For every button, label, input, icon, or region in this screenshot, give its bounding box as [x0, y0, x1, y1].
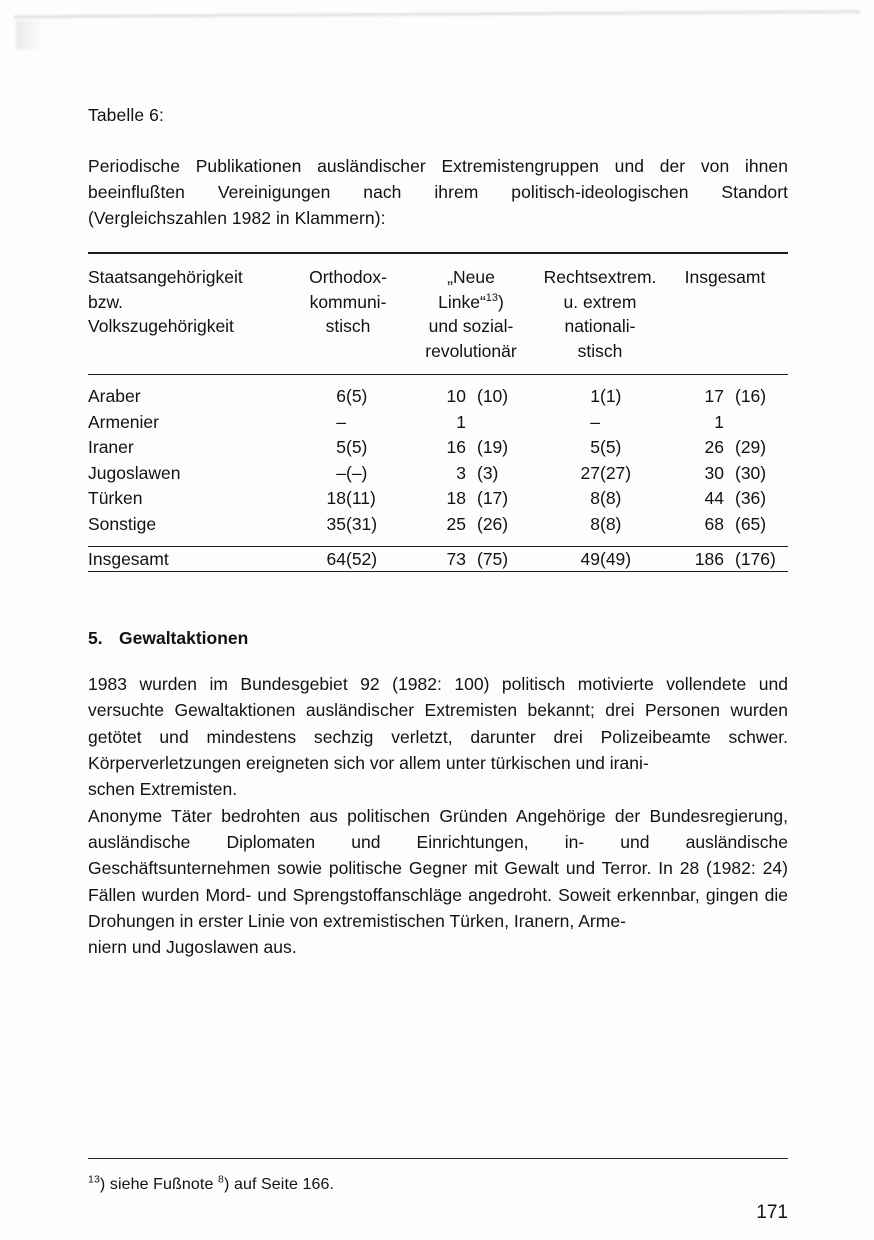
cell-c2: 16 [446, 437, 466, 458]
cell-c4: 17 [704, 386, 724, 406]
table-row [88, 375, 788, 409]
scan-corner-artifact [16, 20, 42, 50]
cell-c2p: (3) [477, 462, 499, 483]
cell-c4p: (65) [735, 513, 767, 534]
cell-c3p: (27) [600, 462, 632, 483]
cell-c1: 35 [326, 513, 346, 534]
cell-c2: 18 [446, 488, 466, 509]
header-stub [88, 254, 286, 375]
cell-c4p: (29) [735, 437, 767, 458]
cell-c2p: (26) [477, 513, 509, 534]
cell-c2: 1 [456, 411, 466, 432]
header-col2-footnote-marker: 13 [485, 291, 499, 304]
cell-c1: – [336, 411, 346, 432]
table-footer [88, 546, 788, 572]
total-c1p: (52) [346, 548, 378, 569]
table-header [88, 253, 788, 375]
header-col4-line1: Insgesamt [684, 267, 766, 287]
footnote-ref-suffix: ) [223, 1176, 230, 1193]
cell-c3: 27 [580, 462, 600, 483]
cell-c3p: (8) [600, 513, 622, 534]
header-col3-line4: stisch [577, 340, 623, 361]
total-c2p: (75) [477, 548, 509, 569]
cell-c1p: (5) [346, 386, 368, 406]
cell-c3: – [590, 411, 600, 432]
header-col3-line1: Rechtsextrem. [543, 267, 657, 287]
header-stub-line2: bzw. [88, 291, 124, 312]
cell-c1: 18 [326, 488, 346, 509]
cell-c3p: (1) [600, 386, 622, 406]
section-title: Gewaltaktionen [119, 628, 249, 649]
header-col-neue-linke [404, 254, 538, 375]
paragraph-1-lastline: schen Extremisten. [88, 779, 238, 800]
total-c1: 64 [326, 548, 346, 569]
cell-c1p: (11) [346, 488, 376, 509]
header-stub-line1: Staatsangehörigkeit [88, 267, 243, 287]
paragraph-2-body: Anonyme Täter bedrohten aus politischen Gründen Angehörige der Bundesregierung, ausländische Diplomaten und Einrichtungen, in- und ausländische Geschäftsunternehmen sowie politische Gegner mit Gewalt und Terror. In 28 (1982: 24) Fällen wurden Mord- und Sprengstoffanschläge angedroht. Soweit erkennbar, gingen die Drohungen in erster Linie von extremistischen Türken, Iranern, Arme- [88, 805, 788, 931]
cell-c3p [600, 409, 662, 435]
paragraph-2-lastline: niern und Jugoslawen aus. [88, 937, 297, 958]
cell-c4p [724, 409, 788, 435]
table-row [88, 511, 788, 546]
cell-c1: 5 [336, 437, 346, 458]
row-label: Sonstige [88, 513, 157, 534]
table-total-row [88, 547, 788, 572]
cell-c3p: (5) [600, 437, 622, 458]
header-col1-line3: stisch [325, 316, 371, 336]
cell-c1: 6 [336, 386, 346, 406]
header-col2-line1: „Neue [447, 267, 495, 287]
cell-c4: 68 [704, 513, 724, 534]
header-col2-line4: revolutionär [425, 340, 517, 361]
total-label: Insgesamt [88, 548, 169, 569]
paragraph-1 [88, 671, 788, 802]
cell-c3: 8 [590, 513, 600, 534]
cell-c1p: (31) [346, 513, 378, 534]
footnote-marker: 13 [88, 1173, 100, 1186]
header-col3-line2: u. extrem [563, 291, 637, 312]
cell-c4: 44 [704, 488, 724, 509]
header-col3-line3: nationali- [564, 316, 636, 336]
table-row [88, 460, 788, 486]
cell-c1p: (5) [346, 437, 368, 458]
table-body [88, 375, 788, 546]
header-col2-line3: und sozial- [428, 316, 514, 336]
footnote-rule [88, 1158, 788, 1159]
header-col2-footnote-suffix: ) [498, 291, 504, 312]
cell-c2: 10 [446, 386, 466, 406]
table-row [88, 409, 788, 435]
header-col-insgesamt [662, 254, 788, 375]
cell-c3p: (8) [600, 488, 622, 509]
header-col1-line1: Orthodox- [309, 267, 387, 287]
cell-c4p: (16) [735, 386, 767, 406]
cell-c4: 1 [714, 411, 724, 432]
total-c2: 73 [446, 548, 466, 569]
paragraph-2 [88, 803, 788, 961]
total-c3p: (49) [600, 548, 632, 569]
cell-c2p [466, 409, 538, 435]
section-heading [88, 628, 788, 649]
table-caption-text: Periodische Publikationen ausländischer Extremistengruppen und der von ihnen beeinflußten Vereinigungen nach ihrem politisch-ideologischen Standort (Vergleichszahlen 1982 in Klammern): [88, 156, 788, 228]
cell-c2p: (19) [477, 437, 509, 458]
row-label: Araber [88, 386, 141, 406]
total-c3: 49 [580, 548, 600, 569]
table-caption-number: Tabelle 6: [88, 105, 164, 125]
cell-c3: 8 [590, 488, 600, 509]
footnote-text-after: auf Seite 166. [233, 1176, 335, 1193]
cell-c1: – [336, 462, 346, 483]
cell-c2p: (10) [477, 386, 509, 406]
table-row [88, 434, 788, 460]
row-label: Jugoslawen [88, 462, 181, 483]
cell-c3: 1 [590, 386, 600, 406]
cell-c4: 26 [704, 437, 724, 458]
cell-c4p: (30) [735, 462, 767, 483]
footnote-text-before: siehe Fußnote [109, 1176, 214, 1193]
table-header-row [88, 254, 788, 375]
header-col-rechtsextrem [538, 254, 662, 375]
cell-c3: 5 [590, 437, 600, 458]
header-col2-line2: Linke“ [438, 291, 486, 312]
total-c4p: (176) [735, 548, 776, 569]
row-label: Türken [88, 488, 143, 509]
section-number: 5. [88, 628, 103, 649]
publications-table [88, 252, 788, 572]
page-number: 171 [756, 1202, 788, 1223]
paragraph-1-body: 1983 wurden im Bundesgebiet 92 (1982: 100) politisch motivierte vollendete und versuchte Gewaltaktionen ausländischer Extremisten bekannt; drei Personen wurden getötet und mindestens sechzig verletzt, darunter drei Polizeibeamte schwer. Körperverletzungen ereigneten sich vor allem unter türkischen und irani- [88, 674, 788, 774]
total-c4: 186 [694, 548, 724, 569]
table-row [88, 485, 788, 511]
header-stub-line3: Volkszugehörigkeit [88, 316, 234, 336]
cell-c2: 25 [446, 513, 466, 534]
cell-c4: 30 [704, 462, 724, 483]
footnote-marker-suffix: ) [99, 1176, 106, 1193]
row-label: Armenier [88, 411, 159, 432]
cell-c2p: (17) [477, 488, 509, 509]
header-col-orthodox-kommunistisch [286, 254, 404, 375]
footnote [88, 1173, 788, 1194]
page-content [88, 0, 788, 960]
header-col1-line2: kommuni- [309, 291, 387, 312]
table-rule-bottom [88, 572, 788, 573]
footnote-ref: 8 [218, 1173, 224, 1186]
cell-c1p: (–) [346, 462, 368, 483]
row-label: Iraner [88, 437, 134, 458]
cell-c4p: (36) [735, 488, 767, 509]
cell-c1p [346, 409, 404, 435]
cell-c2: 3 [456, 462, 466, 483]
